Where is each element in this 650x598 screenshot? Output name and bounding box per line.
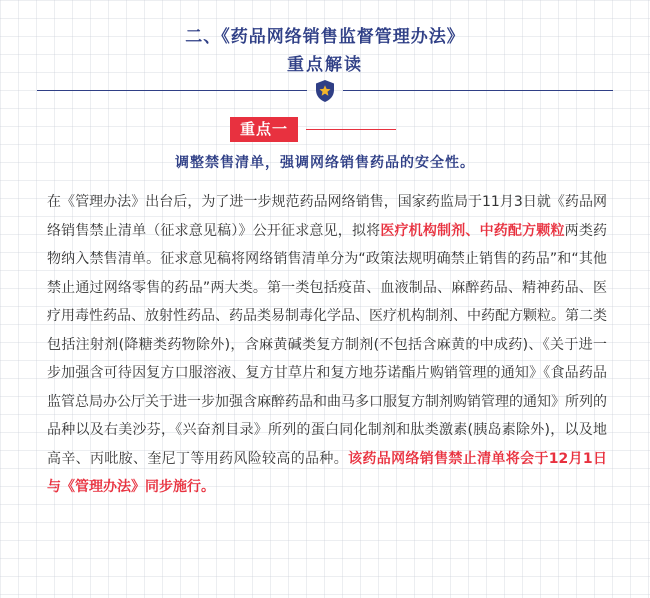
body-paragraph [47, 188, 607, 502]
section-heading: 调整禁售清单，强调网络销售药品的安全性。 [175, 155, 475, 171]
highlight-text-2: 该药品网络销售禁止清单将会于12月1日与《管理办法》同步施行。 [47, 450, 607, 495]
page-subtitle: 重点解读 [287, 55, 363, 75]
page-title: 二、《药品网络销售监督管理办法》 [185, 27, 465, 47]
star-shield-icon [313, 79, 337, 103]
body-text-1: 在《管理办法》出台后，为了进一步规范药品网络销售，国家药监局于11月3日就《药品网络销售禁止清单（征求意见稿）》公开征求意见，拟将 [47, 194, 607, 239]
divider-right [343, 90, 613, 91]
section-tag: 重点一 [230, 117, 298, 142]
divider-left [37, 90, 307, 91]
body-text-2: 两类药物纳入禁售清单。征求意见稿将网络销售清单分为“政策法规明确禁止销售的药品”和“其他禁止通过网络零售的药品”两大类。第一类包括疫苗、血液制品、麻醉药品、精神药品、医疗用毒性药品、放射性药品、药品类易制毒化学品、医疗机构制剂、中药配方颗粒。第二类包括注射剂(降糖类药物除外)，含麻黄碱类复方制剂(不包括含麻黄的中成药)、《关于进一步加强含可待因复方口服溶液、复方甘草片和复方地芬诺酯片购销管理的通知》《食品药品监管总局办公厅关于进一步加强含麻醉药品和曲马多口服复方制剂购销管理的通知》所列的品种以及右美沙芬，《兴奋剂目录》所列的蛋白同化制剂和肽类激素(胰岛素除外)，以及地高辛、丙吡胺、奎尼丁等用药风险较高的品种。 [47, 222, 608, 467]
section-tag-line [306, 129, 396, 130]
highlight-text-1: 医疗机构制剂、中药配方颗粒 [380, 222, 565, 239]
